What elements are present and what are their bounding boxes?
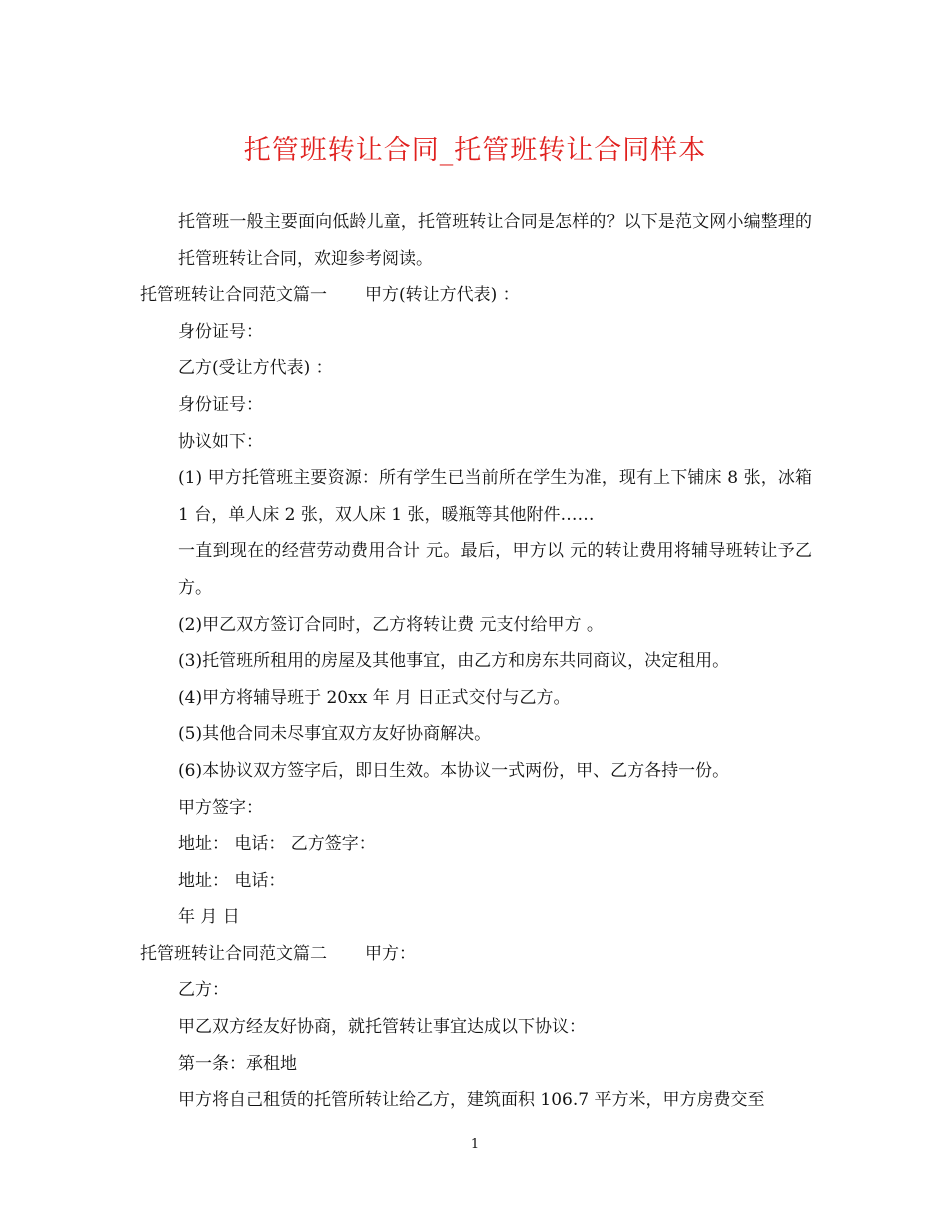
party-b-label: 乙方(受让方代表) ： xyxy=(178,358,333,379)
document-title: 托管班转让合同_托管班转让合同样本 xyxy=(243,135,707,166)
sample-two-heading-line xyxy=(140,936,812,973)
address-phone: 地址： 电话： xyxy=(178,870,286,891)
clause-6: (6)本协议双方签字后，即日生效。本协议一式两份，甲、乙方各持一份。 xyxy=(178,760,730,781)
clause-1: (1) 甲方托管班主要资源：所有学生已当前所在学生为准，现有上下铺床 8 张，冰箱 1 台，单人床 2 张，双人床 1 张，暖瓶等其他附件…… xyxy=(178,468,812,525)
clause-2: (2)甲乙双方签订合同时，乙方将转让费 元支付给甲方 。 xyxy=(178,614,604,635)
party-a-signature: 甲方签字： xyxy=(178,797,263,818)
clause-3: (3)托管班所租用的房屋及其他事宜，由乙方和房东共同商议，决定租用。 xyxy=(178,651,730,672)
article-1-title: 第一条：承租地 xyxy=(178,1053,297,1074)
address-phone-sign-b: 地址： 电话： 乙方签字： xyxy=(178,834,376,855)
sample-two-party-b: 乙方： xyxy=(178,980,229,1001)
sample-one-heading: 托管班转让合同范文篇一 xyxy=(140,285,327,306)
sample-one-heading-line xyxy=(140,277,812,314)
sample-two-preamble: 甲乙双方经友好协商，就托管转让事宜达成以下协议： xyxy=(178,1017,586,1038)
signing-date: 年 月 日 xyxy=(178,907,240,928)
document-body xyxy=(140,204,812,1119)
party-a-label: 甲方(转让方代表) ： xyxy=(365,285,520,306)
article-1-text: 甲方将自己租赁的托管所转让给乙方，建筑面积 106.7 平方米，甲方房费交至 xyxy=(178,1090,765,1111)
sample-two-party-a: 甲方： xyxy=(365,943,416,964)
page-number: 1 xyxy=(470,1137,480,1152)
clause-5: (5)其他合同未尽事宜双方友好协商解决。 xyxy=(178,724,492,745)
agreement-intro: 协议如下： xyxy=(178,431,263,452)
sample-two-heading: 托管班转让合同范文篇二 xyxy=(140,943,327,964)
intro-paragraph: 托管班一般主要面向低龄儿童，托管班转让合同是怎样的？以下是范文网小编整理的托管班转让合同，欢迎参考阅读。 xyxy=(178,212,812,269)
id-number-b: 身份证号： xyxy=(178,394,263,415)
clause-cost: 一直到现在的经营劳动费用合计 元。最后，甲方以 元的转让费用将辅导班转让予乙方。 xyxy=(178,541,812,598)
clause-4: (4)甲方将辅导班于 20xx 年 月 日正式交付与乙方。 xyxy=(178,687,571,708)
id-number-a: 身份证号： xyxy=(178,321,263,342)
